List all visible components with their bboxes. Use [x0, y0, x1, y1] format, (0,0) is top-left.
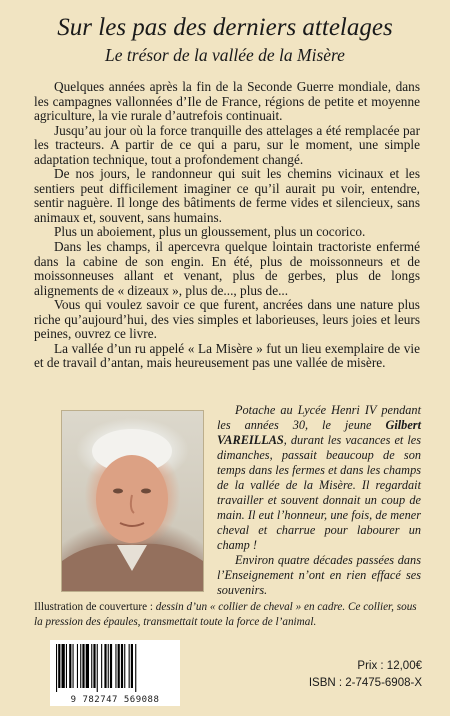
author-name: Gilbert VAREILLAS — [217, 418, 421, 447]
paragraph: Quelques années après la fin de la Seconde Guerre mondiale, dans les campagnes vallonnées d’Ile de France, régions de petite et moyenne agriculture, la vie rurale d’autrefois continuait. — [34, 79, 420, 124]
barcode — [50, 640, 180, 706]
bio-text: Potache au Lycée Henri IV pendant les années 30, le jeune — [217, 403, 421, 432]
barcode-bars — [50, 640, 180, 694]
price: Prix : 12,00€ — [357, 660, 422, 672]
paragraph: La vallée d’un ru appelé « La Misère » fut un lieu exemplaire de vie et de travail d’antan, mais heureusement pas une vallée de misère. — [34, 340, 420, 371]
back-cover-text — [34, 80, 420, 371]
author-photo — [61, 410, 204, 592]
paragraph: Dans les champs, il apercevra quelque lointain tractoriste enfermé dans la cabine de son engin. En été, plus de moissonneurs et de moissonneuses allant et venant, plus de gerbes, plus de longs alignements de « dizeaux », plus de..., plus de... — [34, 239, 420, 298]
book-title: Sur les pas des derniers attelages — [57, 14, 393, 41]
paragraph: Plus un aboiement, plus un gloussement, plus un cocorico. — [54, 224, 366, 240]
caption-label: Illustration de couverture : — [34, 601, 156, 613]
isbn: ISBN : 2-7475-6908-X — [308, 677, 422, 689]
author-bio — [217, 403, 421, 598]
bio-paragraph: Environ quatre décades passées dans l’Enseignement n’ont en rien effacé ses souvenirs. — [217, 553, 421, 597]
caption-text: dessin d’un « collier de cheval » en cadre. Ce collier, sous la pression des épaules, transmettait toute la force de l’animal. — [34, 601, 417, 628]
cover-illustration-caption — [34, 600, 424, 629]
paragraph: Vous qui voulez savoir ce que furent, ancrées dans une nature plus riche qu’aujourd’hui, des vies simples et laborieuses, leurs joies et leurs peines, ouvrez ce livre. — [34, 297, 420, 342]
paragraph: De nos jours, le randonneur qui suit les chemins vicinaux et les sentiers peut difficilement imaginer ce qu’il aurait pu voir, entendre, sentir naguère. Il longe des bâtiments de ferme vides et silencieux, sans animaux et, souvent, sans humains. — [34, 166, 420, 225]
bio-paragraph — [217, 403, 421, 553]
bio-text: , durant les vacances et les dimanches, passait beaucoup de son temps dans les fermes et dans les champs de la vallée de la Misère. Il regardait travailler et souvent donnait un coup de main. Il eut l’honneur, une fois, de mener cheval et charrue pour labourer un champ ! — [217, 433, 421, 552]
barcode-number: 9 782747 569088 — [70, 695, 160, 705]
book-subtitle: Le trésor de la vallée de la Misère — [105, 45, 345, 65]
paragraph: Jusqu’au jour où la force tranquille des attelages a été remplacée par les tracteurs. A partir de ce qui a paru, sur le moment, une simple adaptation technique, tout a profondement changé. — [34, 122, 420, 167]
